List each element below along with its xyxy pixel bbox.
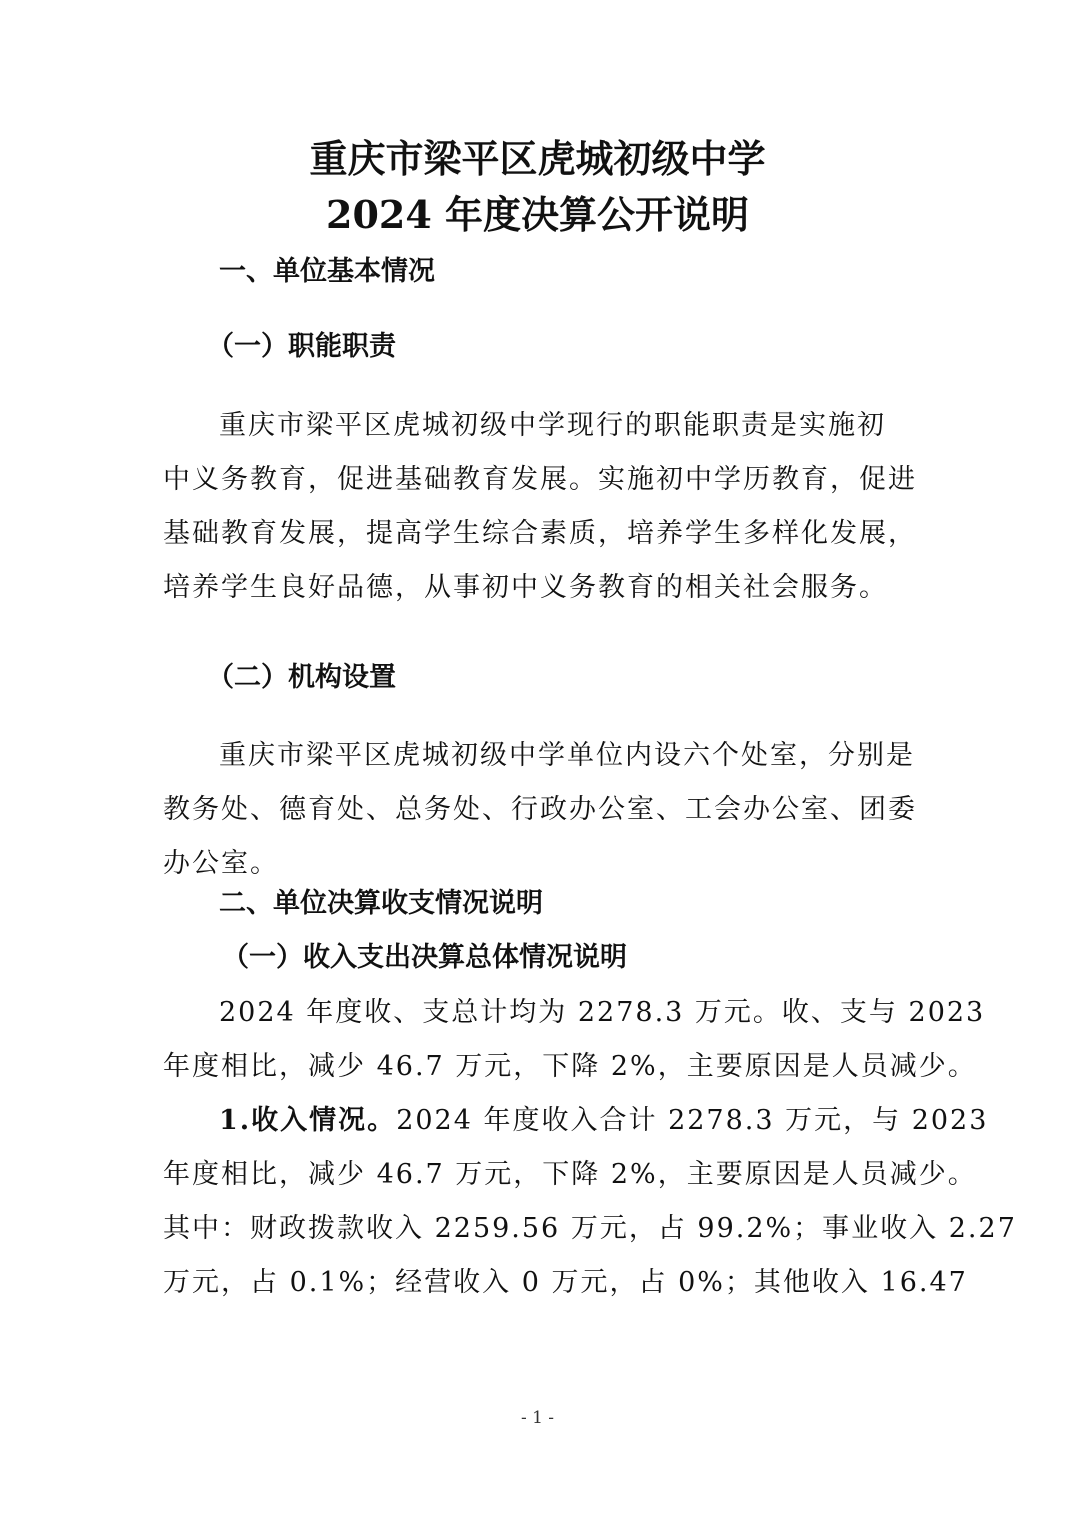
paragraph-line: 其中：财政拨款收入 2259.56 万元，占 99.2%；事业收入 2.27 bbox=[163, 1213, 1017, 1244]
subsection-heading-functions: （一）职能职责 bbox=[207, 331, 396, 362]
paragraph-functions bbox=[163, 399, 917, 615]
income-lead-label: 1.收入情况。 bbox=[219, 1105, 397, 1136]
paragraph-line: 中义务教育，促进基础教育发展。实施初中学历教育，促进 bbox=[163, 464, 917, 495]
section-heading-budget-summary: 二、单位决算收支情况说明 bbox=[219, 888, 543, 919]
paragraph-line: 2024 年度收、支总计均为 2278.3 万元。收、支与 2023 bbox=[219, 997, 986, 1028]
document-title-line2: 2024 年度决算公开说明 bbox=[326, 192, 749, 237]
subsection-heading-organization: （二）机构设置 bbox=[207, 662, 396, 693]
paragraph-line: 办公室。 bbox=[163, 848, 279, 879]
paragraph-line: 基础教育发展，提高学生综合素质，培养学生多样化发展， bbox=[163, 518, 917, 549]
paragraph-line: 年度相比，减少 46.7 万元，下降 2%，主要原因是人员减少。 bbox=[163, 1159, 977, 1190]
page-number: - 1 - bbox=[520, 1408, 555, 1428]
paragraph-line: 教务处、德育处、总务处、行政办公室、工会办公室、团委 bbox=[163, 794, 917, 825]
paragraph-organization bbox=[163, 729, 917, 891]
subsection-heading-income-expense-overview: （一）收入支出决算总体情况说明 bbox=[222, 942, 627, 973]
paragraph-line: 重庆市梁平区虎城初级中学单位内设六个处室，分别是 bbox=[219, 740, 915, 771]
paragraph-line: 重庆市梁平区虎城初级中学现行的职能职责是实施初 bbox=[219, 410, 886, 441]
paragraph-overview bbox=[163, 986, 986, 1094]
paragraph-line bbox=[163, 1094, 989, 1148]
paragraph-line: 万元，占 0.1%；经营收入 0 万元，占 0%；其他收入 16.47 bbox=[163, 1267, 968, 1298]
document-title-line1: 重庆市梁平区虎城初级中学 bbox=[309, 136, 766, 181]
paragraph-line: 培养学生良好品德，从事初中义务教育的相关社会服务。 bbox=[163, 572, 888, 603]
section-heading-basic-info: 一、单位基本情况 bbox=[219, 256, 435, 287]
income-line1-text: 2024 年度收入合计 2278.3 万元，与 2023 bbox=[396, 1105, 989, 1136]
paragraph-income bbox=[163, 1094, 1017, 1310]
paragraph-line: 年度相比，减少 46.7 万元，下降 2%，主要原因是人员减少。 bbox=[163, 1051, 977, 1082]
